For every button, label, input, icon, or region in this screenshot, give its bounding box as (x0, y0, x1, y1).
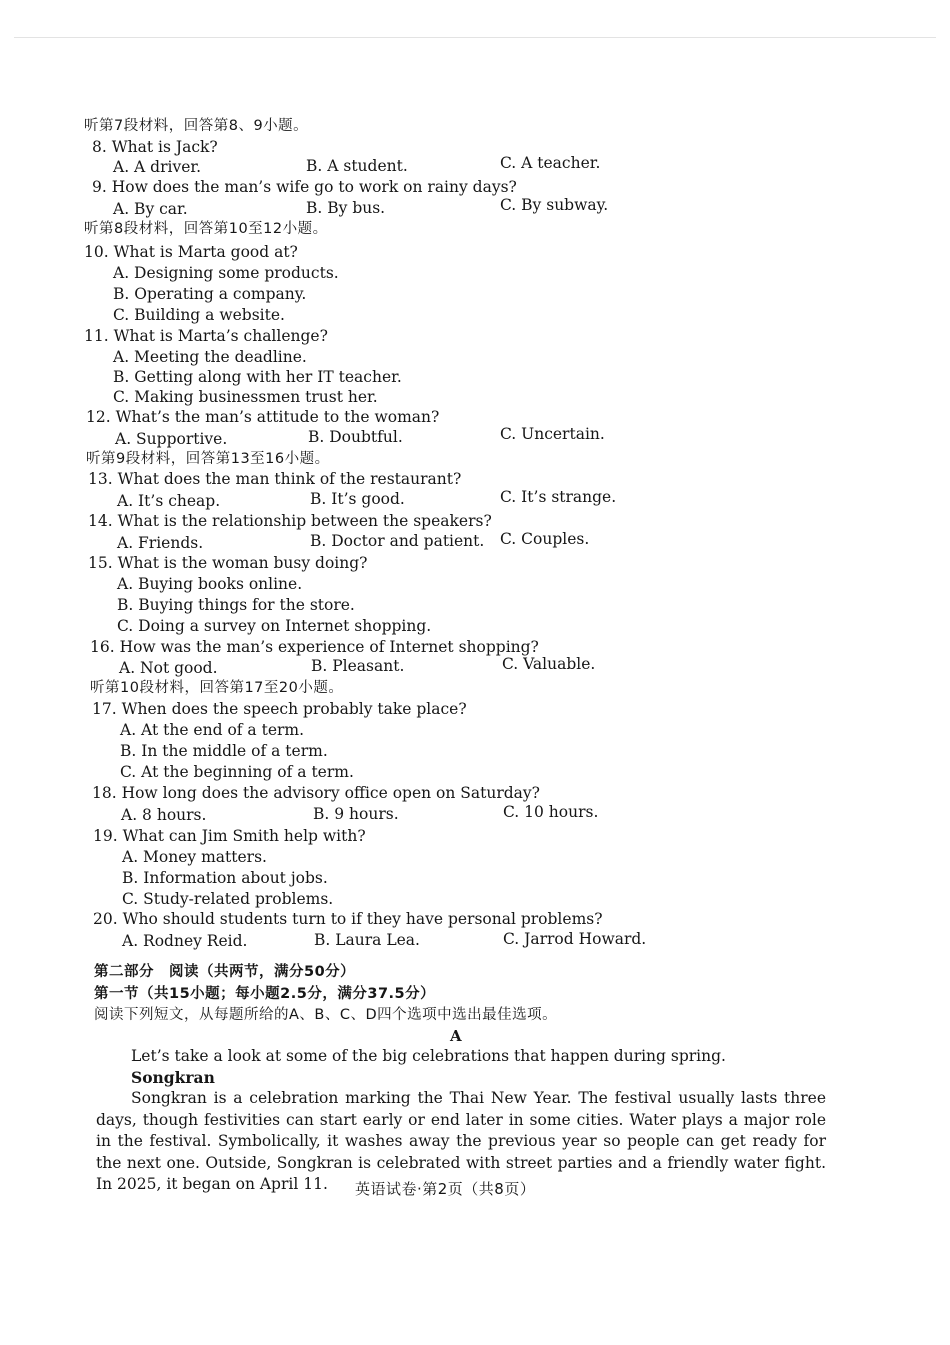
reading-instruction: 阅读下列短文，从每题所给的A、B、C、D四个选项中选出最佳选项。 (94, 1007, 558, 1023)
passage-label: A (450, 1027, 462, 1045)
question-20: 20. Who should students turn to if they have personal problems? (93, 910, 603, 928)
q15-option-c: C. Doing a survey on Internet shopping. (117, 617, 432, 635)
question-17: 17. When does the speech probably take place? (92, 700, 467, 718)
section-8-instruction: 听第8段材料，回答第10至12小题。 (84, 221, 328, 237)
part-2-heading: 第二部分 阅读（共两节，满分50分） (94, 964, 356, 980)
q13-option-b: B. It’s good. (310, 490, 405, 508)
question-16: 16. How was the man’s experience of Internet shopping? (90, 638, 539, 656)
q19-option-b: B. Information about jobs. (122, 869, 328, 887)
q18-option-b: B. 9 hours. (313, 805, 399, 823)
q14-option-b: B. Doctor and patient. (310, 532, 485, 550)
question-10: 10. What is Marta good at? (84, 243, 298, 261)
passage-subtitle: Songkran (131, 1068, 215, 1087)
q18-option-a: A. 8 hours. (121, 806, 207, 824)
page-footer: 英语试卷·第2页（共8页） (355, 1180, 536, 1198)
passage-paragraph: Songkran is a celebration marking the Thai New Year. The festival usually lasts three days, though festivities can start early or end later in some cities. Water plays a major role in the festival. Symbolically, it washes away the previous year so people can get ready for the next one. Outside, Songkran is celebrated with street parties and a friendly water fight. In 2025, it began on April 11. (96, 1089, 826, 1193)
q10-option-a: A. Designing some products. (113, 264, 339, 282)
q11-option-a: A. Meeting the deadline. (113, 348, 307, 366)
section-1-heading: 第一节（共15小题；每小题2.5分，满分37.5分） (94, 986, 436, 1002)
q9-option-a: A. By car. (113, 200, 188, 218)
q10-option-b: B. Operating a company. (113, 285, 307, 303)
q8-option-a: A. A driver. (113, 158, 202, 176)
q10-option-c: C. Building a website. (113, 306, 285, 324)
question-19: 19. What can Jim Smith help with? (93, 827, 366, 845)
question-14: 14. What is the relationship between the speakers? (88, 512, 492, 530)
q12-option-a: A. Supportive. (115, 430, 228, 448)
q8-option-b: B. A student. (306, 157, 408, 175)
q19-option-a: A. Money matters. (122, 848, 267, 866)
q19-option-c: C. Study-related problems. (122, 890, 334, 908)
q13-option-c: C. It’s strange. (500, 488, 617, 506)
question-15: 15. What is the woman busy doing? (88, 554, 368, 572)
q17-option-c: C. At the beginning of a term. (120, 763, 354, 781)
section-10-instruction: 听第10段材料，回答第17至20小题。 (90, 680, 344, 696)
q16-option-b: B. Pleasant. (311, 657, 405, 675)
q14-option-c: C. Couples. (500, 530, 590, 548)
question-8: 8. What is Jack? (92, 138, 218, 156)
q11-option-c: C. Making businessmen trust her. (113, 388, 378, 406)
q16-option-a: A. Not good. (119, 659, 218, 677)
q20-option-b: B. Laura Lea. (314, 931, 420, 949)
q9-option-b: B. By bus. (306, 199, 386, 217)
question-18: 18. How long does the advisory office open on Saturday? (92, 784, 540, 802)
q17-option-b: B. In the middle of a term. (120, 742, 328, 760)
q15-option-b: B. Buying things for the store. (117, 596, 355, 614)
q16-option-c: C. Valuable. (502, 655, 596, 673)
q8-option-c: C. A teacher. (500, 154, 601, 172)
section-7-instruction: 听第7段材料，回答第8、9小题。 (84, 118, 309, 134)
page-top-rule (14, 37, 936, 38)
section-9-instruction: 听第9段材料，回答第13至16小题。 (86, 451, 330, 467)
q12-option-c: C. Uncertain. (500, 425, 605, 443)
question-9: 9. How does the man’s wife go to work on rainy days? (92, 178, 517, 196)
q20-option-a: A. Rodney Reid. (122, 932, 248, 950)
q18-option-c: C. 10 hours. (503, 803, 599, 821)
q12-option-b: B. Doubtful. (308, 428, 403, 446)
q9-option-c: C. By subway. (500, 196, 609, 214)
passage-intro: Let’s take a look at some of the big celebrations that happen during spring. (131, 1047, 726, 1065)
question-12: 12. What’s the man’s attitude to the woman? (86, 408, 440, 426)
question-11: 11. What is Marta’s challenge? (84, 327, 328, 345)
q14-option-a: A. Friends. (117, 534, 204, 552)
q15-option-a: A. Buying books online. (117, 575, 303, 593)
q20-option-c: C. Jarrod Howard. (503, 930, 647, 948)
q11-option-b: B. Getting along with her IT teacher. (113, 368, 402, 386)
q13-option-a: A. It’s cheap. (117, 492, 221, 510)
q17-option-a: A. At the end of a term. (120, 721, 305, 739)
question-13: 13. What does the man think of the restaurant? (88, 470, 462, 488)
